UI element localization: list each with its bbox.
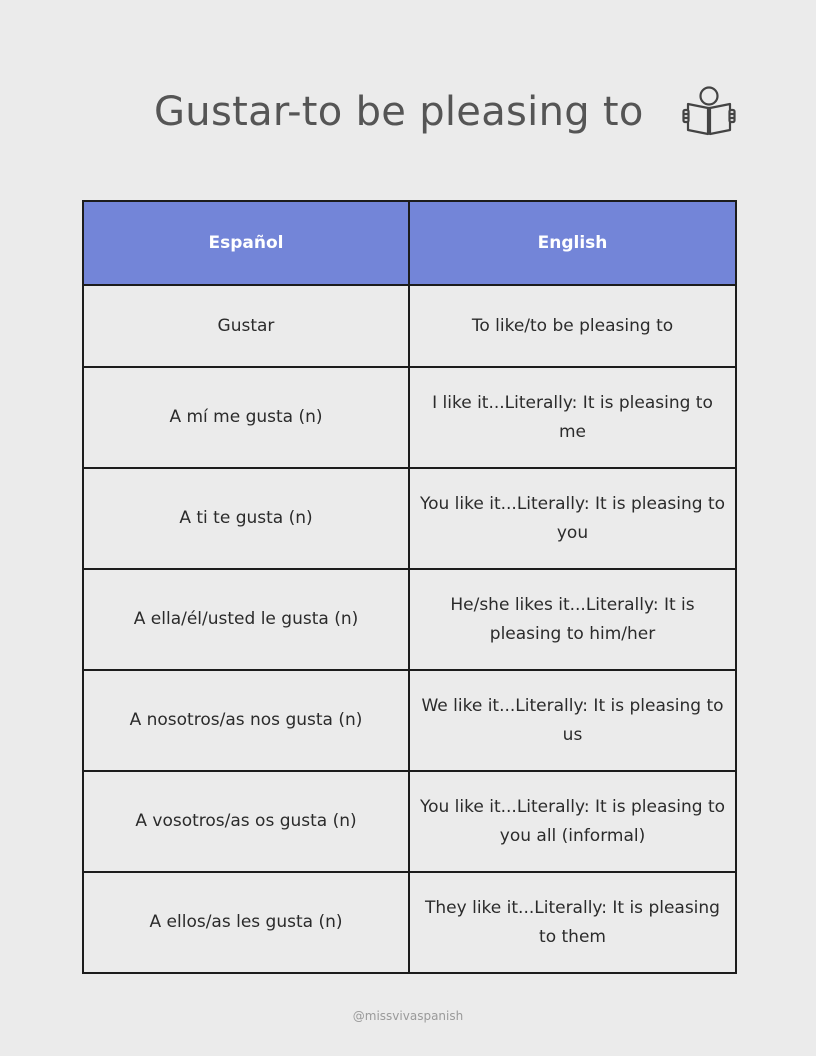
footer-handle: @missvivaspanish (352, 1009, 464, 1023)
spanish-cell: A ellos/as les gusta (n) (83, 872, 409, 973)
spanish-cell: A vosotros/as os gusta (n) (83, 771, 409, 872)
reading-book-icon (682, 84, 736, 138)
gustar-table (82, 200, 737, 974)
english-cell: I like it...Literally: It is pleasing to me (409, 367, 736, 468)
english-cell: He/she likes it...Literally: It is pleasing to him/her (409, 569, 736, 670)
table-row (83, 872, 736, 973)
table-row (83, 670, 736, 771)
table-row (83, 285, 736, 367)
spanish-cell: Gustar (83, 285, 409, 367)
english-cell: They like it...Literally: It is pleasing to them (409, 872, 736, 973)
header-english: English (409, 201, 736, 285)
spanish-cell: A mí me gusta (n) (83, 367, 409, 468)
english-cell: You like it...Literally: It is pleasing to you (409, 468, 736, 569)
spanish-cell: A ella/él/usted le gusta (n) (83, 569, 409, 670)
english-cell: We like it...Literally: It is pleasing to us (409, 670, 736, 771)
table-row (83, 569, 736, 670)
table-row (83, 771, 736, 872)
table-row (83, 367, 736, 468)
english-cell: To like/to be pleasing to (409, 285, 736, 367)
page-title: Gustar-to be pleasing to (154, 89, 644, 135)
header-espanol: Español (83, 201, 409, 285)
table-row (83, 468, 736, 569)
table-header-row (83, 201, 736, 285)
english-cell: You like it...Literally: It is pleasing to you all (informal) (409, 771, 736, 872)
spanish-cell: A ti te gusta (n) (83, 468, 409, 569)
spanish-cell: A nosotros/as nos gusta (n) (83, 670, 409, 771)
